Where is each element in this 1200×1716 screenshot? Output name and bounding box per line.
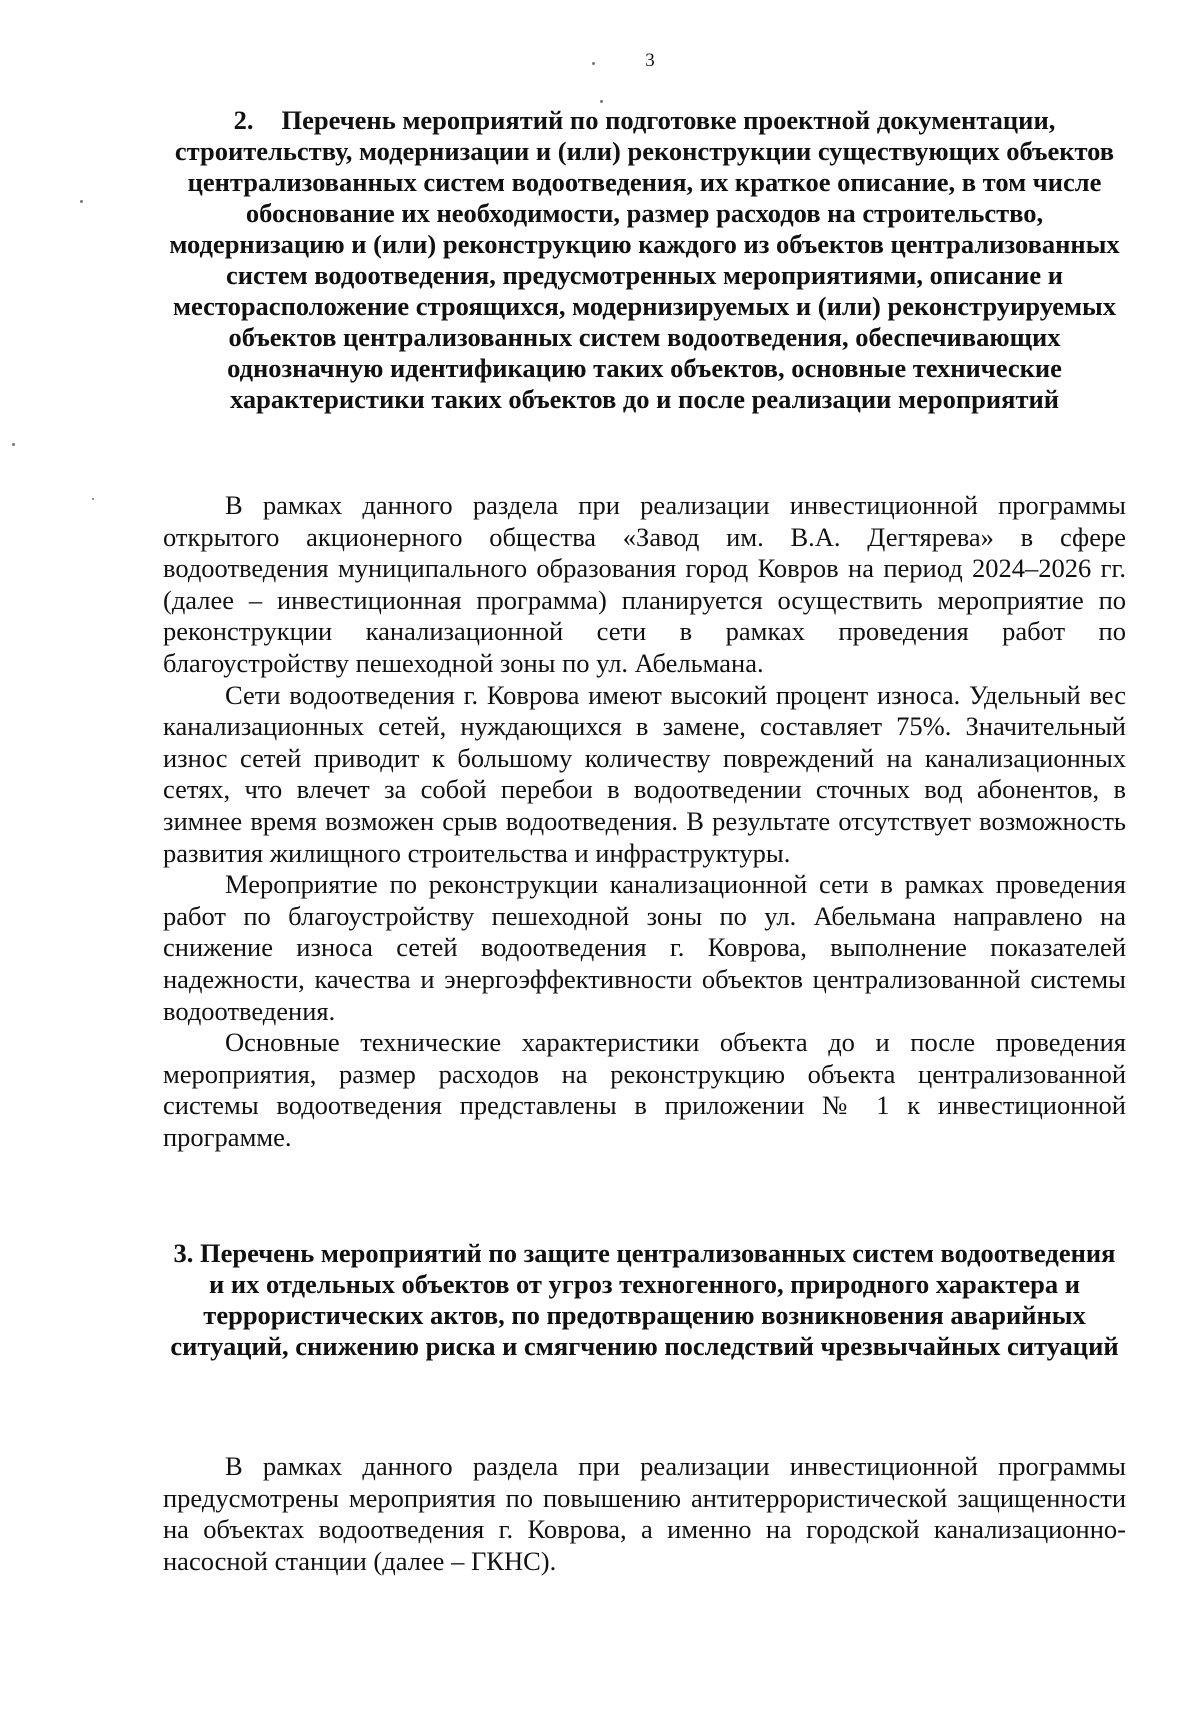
section-2-body — [163, 490, 1126, 1153]
section-2-heading-block — [163, 105, 1126, 415]
section-2-heading-text: Перечень мероприятий по подготовке проектной документации, строительству, модернизации и (или) реконструкции существующих объектов централизованных систем водоотведения, их краткое описание, в том числе обоснование их необходимости, размер расходов на строительство, модернизацию и (или) реконструкцию каждого из объектов централизованных систем водоотведения, предусмотренных мероприятиями, описание и месторасположение строящихся, модернизируемых и (или) реконструируемых объектов централизованных систем водоотведения, обеспечивающих однозначную идентификацию таких объектов, основные технические характеристики таких объектов до и после реализации мероприятий — [169, 105, 1120, 414]
section-3-heading-block — [163, 1238, 1126, 1362]
section-2-paragraph: Сети водоотведения г. Коврова имеют высокий процент износа. Удельный вес канализационных сетей, нуждающихся в замене, составляет 75%. Значительный износ сетей приводит к большому количеству повреждений на канализационных сетях, что влечет за собой перебои в водоотведении сточных вод абонентов, в зимнее время возможен срыв водоотведения. В результате отсутствует возможность развития жилищного строительства и инфраструктуры. — [163, 679, 1126, 868]
scan-speck — [80, 200, 83, 203]
scan-speck — [592, 62, 595, 65]
section-2-paragraph: Основные технические характеристики объекта до и после проведения мероприятия, размер расходов на реконструкцию объекта централизованной системы водоотведения представлены в приложении № 1 к инвестиционной программе. — [163, 1027, 1126, 1152]
section-3-heading: 3. Перечень мероприятий по защите централизованных систем водоотведения и их отдельных объектов от угроз техногенного, природного характера и террористических актов, по предотвращению возникновения аварийных ситуаций, снижению риска и смягчению последствий чрезвычайных ситуаций — [170, 1238, 1119, 1361]
section-2-paragraph: Мероприятие по реконструкции канализационной сети в рамках проведения работ по благоустройству пешеходной зоны по ул. Абельмана направлено на снижение износа сетей водоотведения г. Коврова, выполнение показателей надежности, качества и энергоэффективности объектов централизованной системы водоотведения. — [163, 869, 1126, 1026]
section-2-heading — [163, 105, 1126, 415]
section-2-number: 2. — [233, 105, 254, 135]
scan-speck — [12, 443, 15, 446]
section-2-paragraph: В рамках данного раздела при реализации инвестиционной программы открытого акционерного общества «Завод им. В.А. Дегтярева» в сфере водоотведения муниципального образования город Ковров на период 2024–2026 гг. (далее – инвестиционная программа) планируется осуществить мероприятие по реконструкции канализационной сети в рамках проведения работ по благоустройству пешеходной зоны по ул. Абельмана. — [163, 490, 1126, 678]
scan-speck — [600, 100, 603, 103]
scan-speck — [92, 498, 94, 500]
page-number: 3 — [645, 50, 655, 71]
section-3-paragraph: В рамках данного раздела при реализации инвестиционной программы предусмотрены мероприятия по повышению антитеррористической защищенности на объектах водоотведения г. Коврова, а именно на городской канализационно-насосной станции (далее – ГКНС). — [163, 1451, 1126, 1576]
section-3-body — [163, 1451, 1126, 1577]
